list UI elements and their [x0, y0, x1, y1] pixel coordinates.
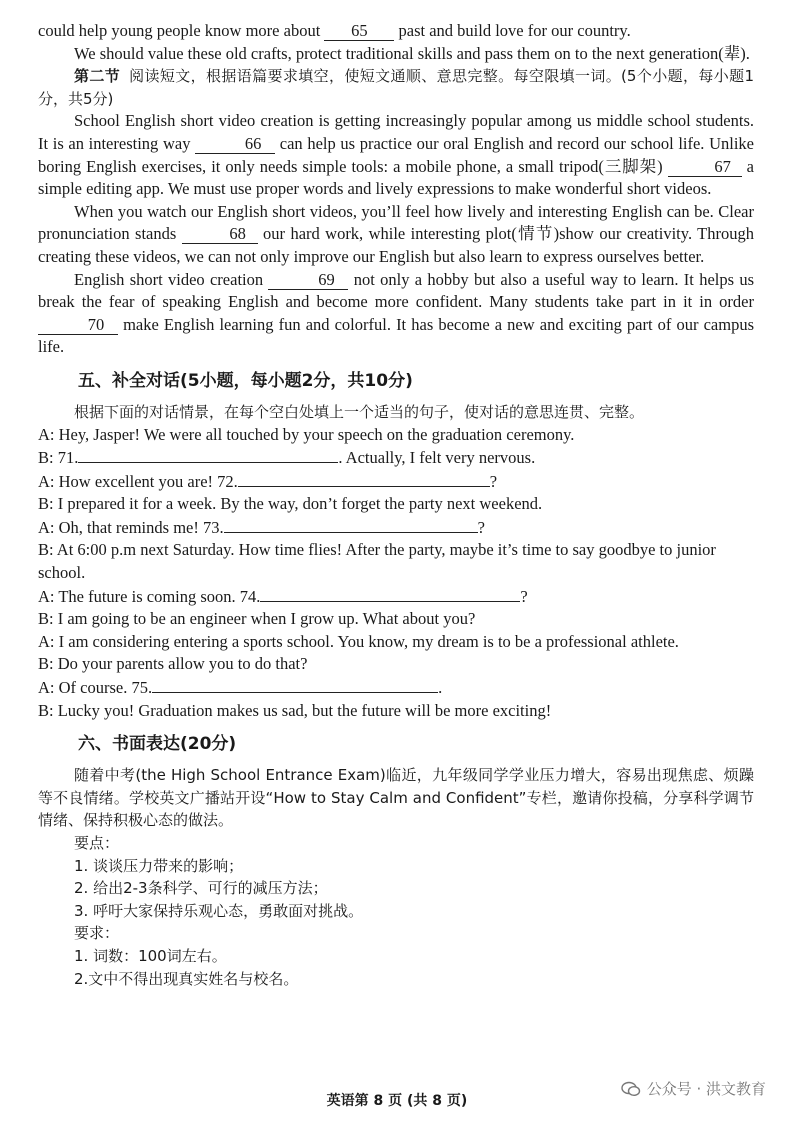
text: ? — [520, 586, 528, 606]
answer-blank-75[interactable] — [152, 676, 438, 693]
text: School English short video creation is getting increasingly popular among us middle school students. It is an interesting way — [38, 111, 754, 153]
text: past and build love for our country. — [394, 21, 631, 40]
dialogue-line-73 — [38, 516, 754, 540]
reading-paragraph-2 — [38, 201, 754, 269]
dialogue-line: B: Lucky you! Graduation makes us sad, but the future will be more exciting! — [38, 700, 552, 720]
text: ? — [477, 517, 485, 537]
answer-blank-74[interactable] — [260, 585, 520, 602]
text: A: How excellent you are! 72. — [38, 471, 238, 491]
point-item: 1. 谈谈压力带来的影响； — [74, 856, 244, 875]
point-item: 2. 给出2-3条科学、可行的减压方法； — [74, 879, 328, 898]
section-2-label: 第二节 — [74, 67, 121, 86]
blank-70: 70 — [38, 316, 118, 335]
writing-prompt: 随着中考(the High School Entrance Exam)临近，九年级同学学业压力增大，容易出现焦虑、烦躁等不良情绪。学校英文广播站开设“How to Stay Calm and Confident”专栏，邀请你投稿，分享科学调节情绪、保持积极心态的做法。 — [38, 766, 754, 830]
reading-line-65 — [38, 20, 754, 43]
text: make English learning fun and colorful. It has become a new and exciting part of our campus life. — [38, 314, 754, 357]
blank-66: 66 — [195, 135, 275, 154]
section-2-instruction — [38, 65, 754, 110]
requirements-title: 要求： — [74, 924, 120, 943]
text: ? — [489, 471, 498, 491]
dialogue-line: B: I prepared it for a week. By the way, don’t forget the party next weekend. — [38, 494, 543, 514]
text: A: Oh, that reminds me! 73. — [38, 517, 224, 537]
blank-67: 67 — [668, 158, 742, 177]
text: A: Of course. 75. — [38, 678, 153, 698]
dialogue-line: B: Do your parents allow you to do that? — [38, 654, 308, 674]
answer-blank-71[interactable] — [78, 446, 338, 463]
dialogue-line: A: I am considering entering a sports school. You know, my dream is to be a professional athlete. — [38, 631, 679, 651]
text: . — [438, 678, 443, 698]
dialogue-instruction: 根据下面的对话情景，在每个空白处填上一个适当的句子，使对话的意思连贯、完整。 — [74, 402, 645, 421]
blank-69: 69 — [268, 271, 348, 290]
page-footer: 英语第 8 页 (共 8 页) — [326, 1093, 468, 1109]
text: could help young people know more about — [38, 21, 325, 40]
answer-blank-73[interactable] — [224, 516, 478, 533]
dialogue-line-74 — [38, 585, 754, 609]
section-6-heading: 六、书面表达(20分) — [78, 734, 237, 755]
exam-page — [38, 20, 754, 990]
text: not only a hobby but also a useful way to learn. It helps us break the fear of speaking English and become more confident. Many students take part in it in order — [38, 269, 754, 312]
answer-blank-72[interactable] — [238, 470, 490, 487]
blank-65: 65 — [324, 22, 394, 41]
dialogue-line-71 — [38, 446, 754, 470]
requirement-item: 2.文中不得出现真实姓名与校名。 — [74, 969, 299, 988]
text: A: The future is coming soon. 74. — [38, 586, 261, 606]
dialogue-line-72 — [38, 470, 754, 494]
blank-68: 68 — [182, 225, 258, 244]
text: When you watch our English short videos, you’ll feel how lively and interesting English can be. Clear pronunciation stands — [38, 201, 754, 244]
section-2-text: 阅读短文，根据语篇要求填空，使短文通顺、意思完整。每空限填一词。(5个小题，每小题1分，共5分) — [38, 67, 754, 108]
points-title: 要点： — [74, 834, 120, 852]
requirement-item: 1. 词数：100词左右。 — [74, 946, 227, 965]
dialogue-line-75 — [38, 676, 754, 700]
text: English short video creation — [74, 269, 269, 289]
section-5-heading: 五、补全对话(5小题，每小题2分，共10分) — [78, 370, 413, 391]
point-item: 3. 呼吁大家保持乐观心态，勇敢面对挑战。 — [74, 901, 364, 920]
reading-paragraph-1 — [38, 110, 754, 200]
reading-paragraph-crafts: We should value these old crafts, protect traditional skills and pass them on to the next generation(辈). — [74, 43, 750, 63]
dialogue-line: B: At 6:00 p.m next Saturday. How time flies! After the party, maybe it’s time to say goodbye to junior school. — [38, 540, 716, 583]
reading-paragraph-3 — [38, 269, 754, 359]
watermark-text: 公众号 · 洪文教育 — [646, 1080, 766, 1098]
text: B: 71. — [38, 448, 79, 468]
text: can help us practice our oral English and record our school life. Unlike boring English exercises, it only needs simple tools: a mobile phone, a small tripod(三脚架) — [38, 133, 754, 176]
dialogue-line: A: Hey, Jasper! We were all touched by your speech on the graduation ceremony. — [38, 424, 575, 444]
text: a simple editing app. We must use proper words and lively expressions to make wonderful short videos. — [38, 156, 755, 199]
text: . Actually, I felt very nervous. — [338, 448, 536, 468]
text: our hard work, while interesting plot(情节)show our creativity. Through creating these videos, we can not only improve our English but also learn to express ourselves better. — [38, 224, 754, 266]
dialogue-line: B: I am going to be an engineer when I grow up. What about you? — [38, 609, 476, 629]
